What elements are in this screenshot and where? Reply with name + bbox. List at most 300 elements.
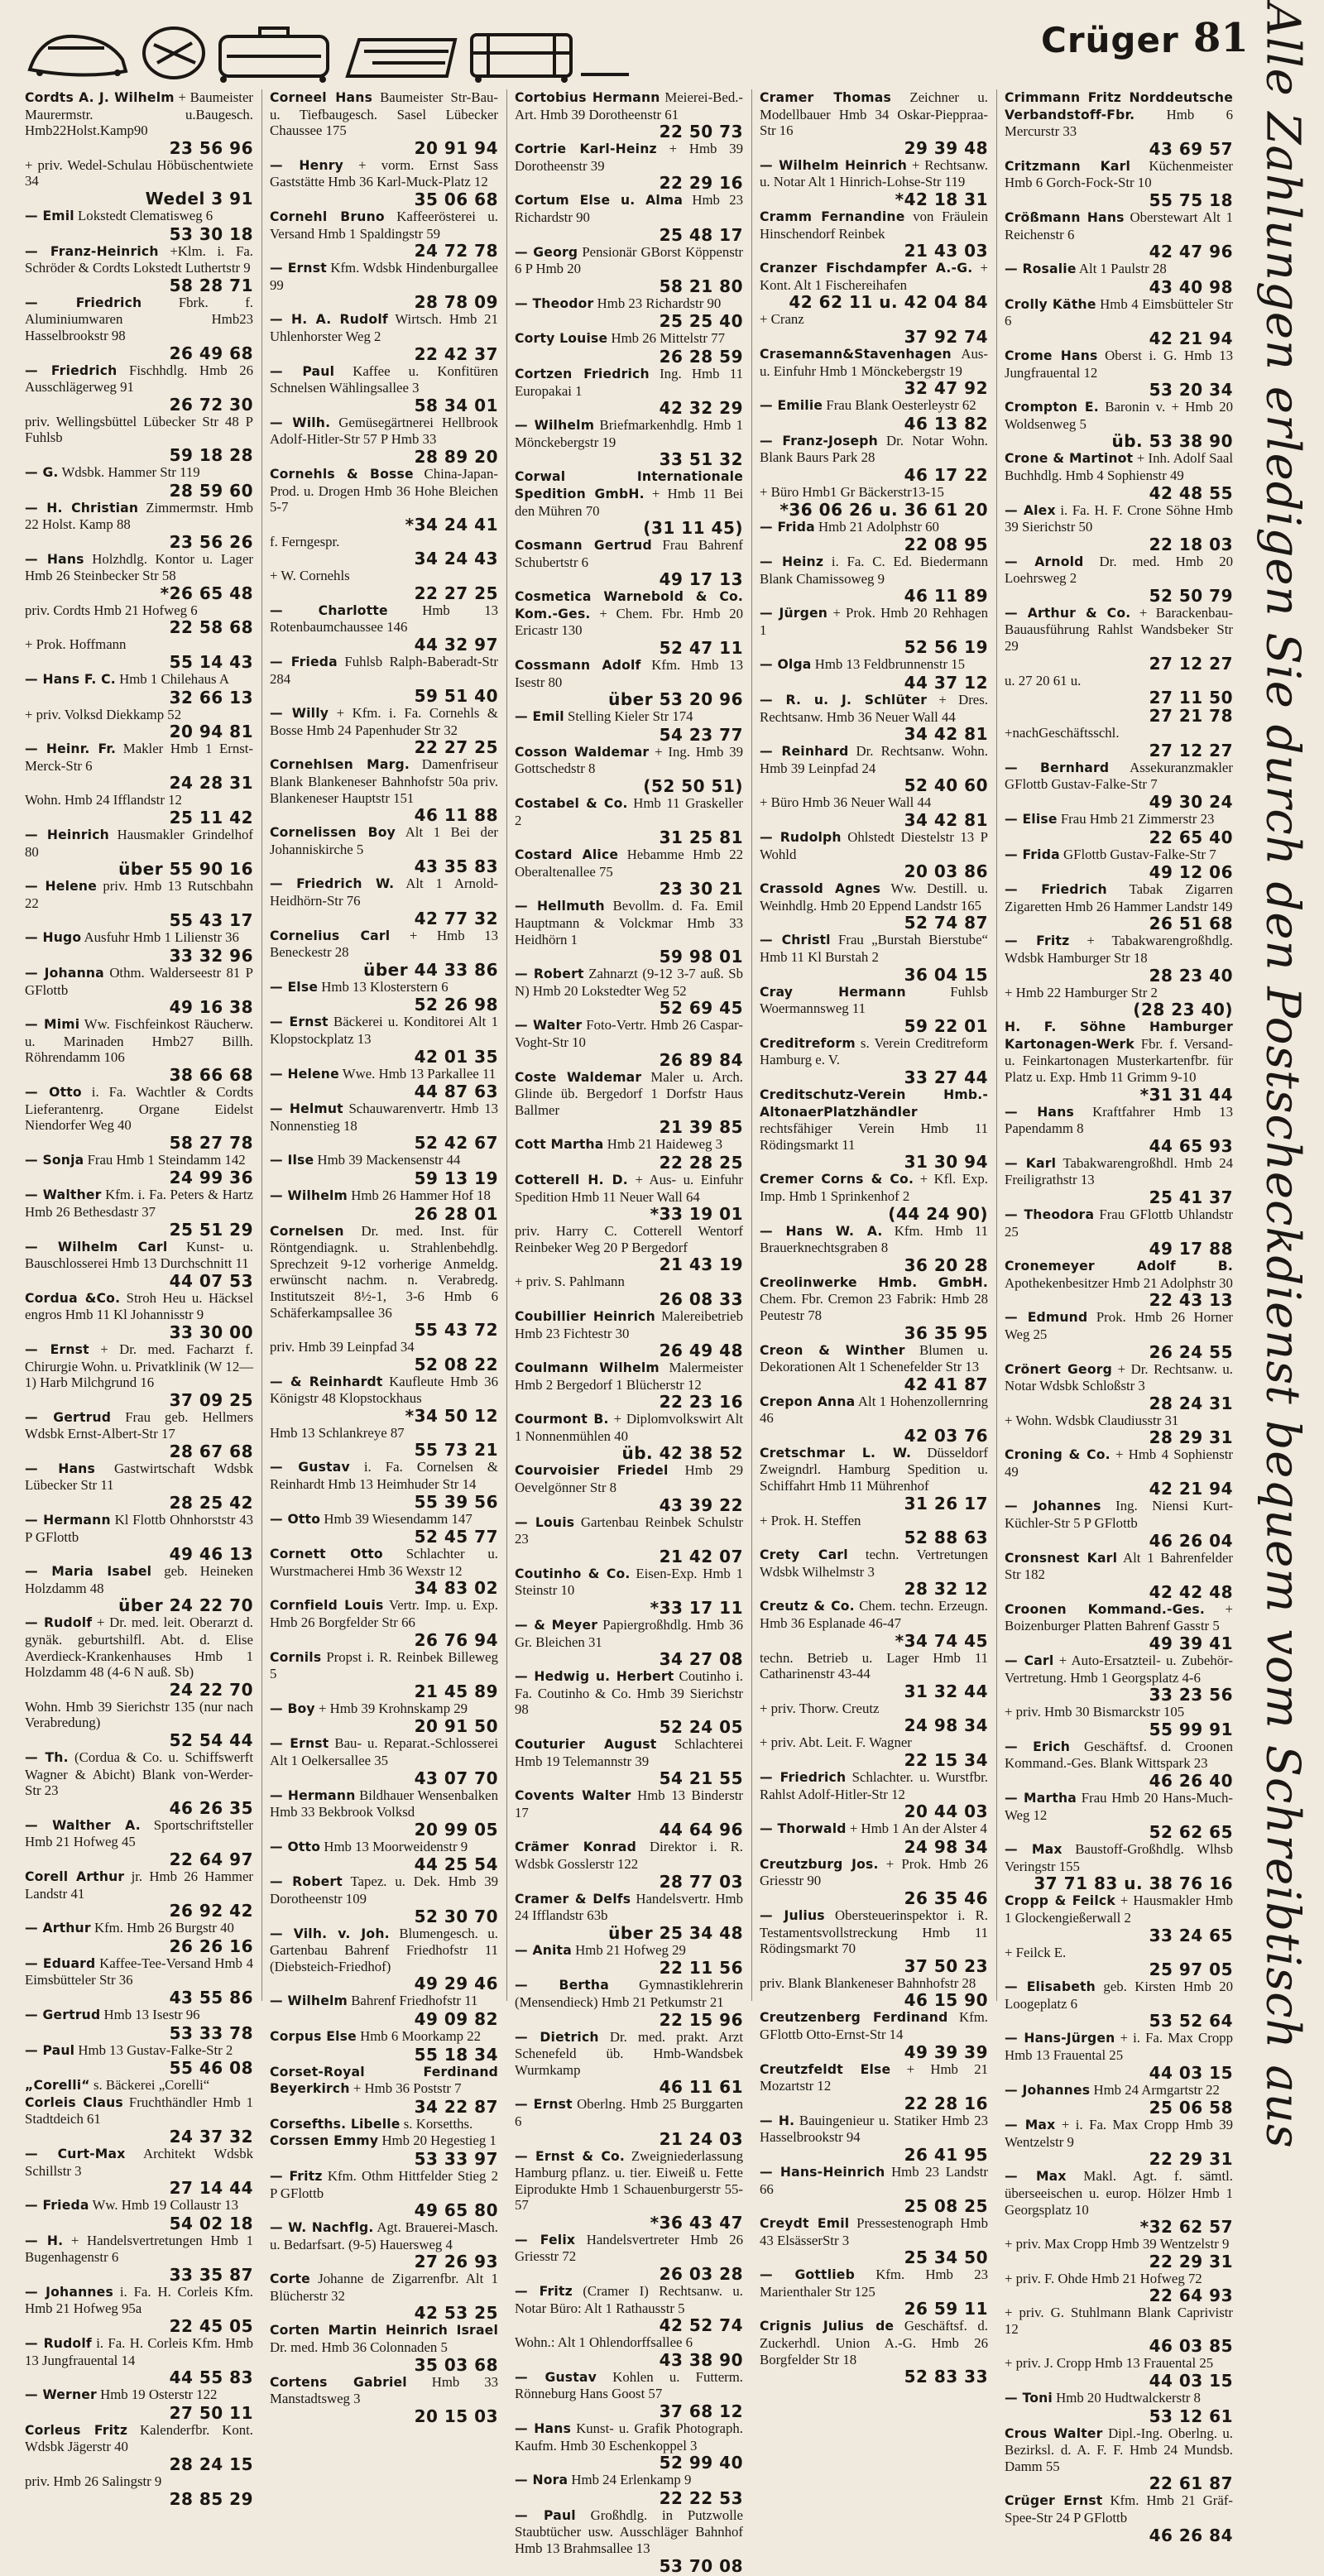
directory-entry <box>270 1993 498 2028</box>
entry-name: Corell Arthur <box>25 1868 125 1884</box>
entry-name: — Theodor <box>515 296 593 311</box>
entry-name: — Rudolf <box>25 2336 92 2351</box>
entry-name: Cordua &Co. <box>25 1290 121 1306</box>
entry-details: Hmb 26 Hammer Hof 18 <box>351 1187 491 1203</box>
entry-details: rechtsfähiger Verein Hmb 11 Rödingsmarkt 11 <box>760 1120 988 1153</box>
directory-entry <box>515 1514 743 1566</box>
entry-name: — Wilhelm Heinrich <box>760 158 907 173</box>
entry-name: — Anita <box>515 1943 572 1958</box>
directory-entry <box>25 2094 253 2146</box>
phone-number: 53 70 08 <box>659 2555 743 2576</box>
entry-name: — Friedrich <box>760 1770 846 1785</box>
entry-details: Dr. med. Hmb 36 Colonnaden 5 <box>270 2339 448 2356</box>
entry-name: — Else <box>270 980 318 995</box>
directory-entry <box>515 2232 743 2283</box>
entry-details: Kaffee u. Konfitüren Schnelsen Wählingsallee 3 <box>270 362 498 396</box>
entry-name: — Max <box>1005 2169 1067 2184</box>
entry-details: + Prok. H. Steffen <box>760 1512 861 1528</box>
directory-entry <box>270 1014 498 1065</box>
directory-entry <box>760 1342 988 1394</box>
phone-number: 33 32 96 <box>169 946 253 966</box>
directory-entry <box>760 1769 988 1820</box>
phone-number: 52 26 98 <box>414 995 498 1015</box>
entry-name: Creon & Winther <box>760 1342 905 1358</box>
entry-name: — Walther A. <box>25 1818 141 1833</box>
entry-details: Bahrenf Friedhofstr 11 <box>351 1993 478 2009</box>
entry-details: Kfm. Wdsbk Hindenburgallee 99 <box>270 260 498 293</box>
entry-name: Cossmann Adolf <box>515 658 641 674</box>
directory-entry <box>1005 2355 1233 2390</box>
directory-entry <box>25 89 253 157</box>
phone-number: (31 11 45) <box>643 518 743 539</box>
phone-number: 27 12 27 <box>1149 740 1233 760</box>
entry-name: Cropp & Feilck <box>1005 1893 1115 1909</box>
phone-number: 26 41 95 <box>904 2144 988 2165</box>
entry-details: Kfm. Hmb 26 Burgstr 40 <box>94 1920 234 1936</box>
directory-entry <box>25 965 253 1016</box>
directory-entry <box>270 1339 498 1374</box>
directory-entry <box>1005 1413 1233 1447</box>
entry-name: Creditreform <box>760 1035 856 1051</box>
phone-number: 25 06 58 <box>1149 2098 1233 2118</box>
phone-number: 33 51 32 <box>659 449 743 470</box>
entry-details: Dr. Rechtsanw. Wohn. Hmb 39 Leinpfad 24 <box>760 743 988 776</box>
directory-entry <box>1005 1841 1233 1892</box>
entry-details: + i. Fa. Max Cropp Hmb 39 Wentzelstr 9 <box>1005 2117 1233 2150</box>
directory-entry <box>1005 1104 1233 1155</box>
entry-details: Wdsbk. Hammer Str 119 <box>61 463 200 480</box>
phone-number: 22 27 25 <box>414 737 498 758</box>
entry-details: + Hmb 13 Beneckestr 28 <box>270 927 498 961</box>
entry-details: Briefmarkenhdlg. Hmb 1 Mönckebergstr 19 <box>515 417 743 450</box>
directory-entry <box>270 1546 498 1597</box>
entry-details: Kl Flottb Ohnhorststr 43 P GFlottb <box>25 1512 253 1545</box>
entry-details: + Prok. Hoffmann <box>25 636 127 653</box>
entry-name: — Otto <box>270 1512 320 1527</box>
entry-details: + Feilck E. <box>1005 1944 1067 1960</box>
directory-entry <box>760 605 988 656</box>
phone-number: 26 49 48 <box>659 1341 743 1361</box>
entry-details: Düsseldorf Zweigndrl. Hamburg Spedition u. Schiffahrt Hmb 11 Mührenhof <box>760 1444 988 1494</box>
entry-name: Crimmann Fritz Norddeutsche Verbandstoff-Fbr. <box>1005 90 1233 122</box>
directory-entry <box>515 1787 743 1839</box>
directory-entry <box>270 705 498 756</box>
directory-entry <box>1005 209 1233 261</box>
entry-details: Kfm. i. Fa. Peters & Hartz Hmb 26 Bethesdastr 37 <box>25 1187 253 1220</box>
directory-entry <box>1005 1653 1233 1704</box>
entry-name: — Ernst <box>270 261 327 276</box>
directory-entry <box>760 554 988 605</box>
directory-entry <box>1005 1206 1233 1258</box>
phone-number: 52 99 40 <box>659 2453 743 2473</box>
phone-number: 22 29 16 <box>659 173 743 194</box>
directory-entry <box>25 1187 253 1238</box>
entry-name: — Wilhelm <box>270 1993 348 2008</box>
directory-entry <box>1005 2236 1233 2271</box>
phone-number: 22 27 25 <box>414 583 498 603</box>
entry-details: Kraftfahrer Hmb 13 Papendamm 8 <box>1005 1103 1233 1137</box>
entry-name: — Hans F. C. <box>25 672 116 687</box>
entry-details: Gartenbau Reinbek Schulstr 23 <box>515 1513 743 1547</box>
entry-details: Hmb 1 Chilehaus A <box>119 671 229 688</box>
directory-entry <box>25 792 253 827</box>
entry-name: — Theodora <box>1005 1207 1094 1222</box>
phone-number: 42 21 94 <box>1149 1479 1233 1499</box>
entry-name: — Hellmuth <box>515 899 605 914</box>
phone-number: 44 37 12 <box>904 673 988 693</box>
entry-details: Gemüsegärtnerei Hellbrook Adolf-Hitler-Str 57 P Hmb 33 <box>270 414 498 448</box>
entry-name: — Ernst <box>270 1015 329 1029</box>
phone-number: 26 89 84 <box>659 1049 743 1070</box>
entry-details: Fruchthändler Hmb 1 Stadtdeich 61 <box>25 2094 253 2127</box>
phone-number: 24 98 34 <box>904 1836 988 1857</box>
phone-number: 44 07 53 <box>169 1270 253 1291</box>
entry-details: + Prok. Hmb 20 Rehhagen 1 <box>760 605 988 638</box>
directory-entry <box>1005 450 1233 501</box>
entry-name: — Johanna <box>25 966 104 981</box>
directory-entry <box>1005 2117 1233 2168</box>
entry-name: Critzmann Karl <box>1005 158 1131 174</box>
entry-name: — Willy <box>270 706 329 721</box>
directory-entry <box>270 1735 498 1787</box>
entry-name: — Fritz <box>1005 933 1069 948</box>
directory-entry <box>270 2132 498 2168</box>
entry-name: — Fritz <box>515 2284 573 2299</box>
entry-name: Coulmann Wilhelm <box>515 1360 660 1376</box>
directory-entry <box>515 1223 743 1274</box>
entry-details: Ausfuhr Hmb 1 Lilienstr 36 <box>84 929 239 946</box>
entry-details: Frau Blank Oesterleystr 62 <box>826 397 976 414</box>
entry-name: — Elisabeth <box>1005 1979 1096 1994</box>
entry-name: Creutzenberg Ferdinand <box>760 2010 948 2026</box>
entry-name: — Hans-Jürgen <box>1005 2031 1115 2046</box>
entry-details: Frau Bahrenf Schubertstr 6 <box>515 537 743 570</box>
directory-entry <box>25 707 253 741</box>
entry-name: Cornehl Bruno <box>270 209 385 224</box>
directory-entry <box>1005 2390 1233 2425</box>
entry-details: + Barackenbau-Bauausführung Rahlst Wandsbeker Str 29 <box>1005 604 1233 655</box>
directory-entry <box>25 2007 253 2042</box>
entry-name: — Walther <box>25 1187 102 1202</box>
directory-entry <box>25 929 253 965</box>
entry-details: Gymnastiklehrerin (Mensendieck) Hmb 21 Petkumstr 21 <box>515 1977 743 2010</box>
entry-details: Küchenmeister Hmb 6 Gorch-Fock-Str 10 <box>1005 157 1233 191</box>
entry-name: — H. <box>25 2233 63 2248</box>
entry-name: — Heinrich <box>25 827 109 842</box>
phone-number: 25 08 25 <box>904 2196 988 2217</box>
phone-number: 27 14 44 <box>169 2178 253 2199</box>
entry-details: Frau geb. Hellmers Wdsbk Ernst-Albert-Str 17 <box>25 1408 253 1442</box>
phone-number: 42 52 74 <box>659 2315 743 2336</box>
entry-name: Croning & Co. <box>1005 1447 1111 1463</box>
entry-details: i. Fa. Cornelsen & Reinhardt Hmb 13 Heimhuder Str 14 <box>270 1459 498 1493</box>
phone-number: 46 26 40 <box>1149 1771 1233 1791</box>
phone-number: 26 76 94 <box>414 1629 498 1650</box>
directory-entry <box>760 2215 988 2267</box>
entry-name: — Friedrich W. <box>270 876 394 891</box>
phone-number: 38 66 68 <box>169 1064 253 1085</box>
entry-details: priv. Blank Blankeneser Bahnhofstr 28 <box>760 1974 976 1991</box>
directory-entry <box>25 2077 253 2094</box>
phone-number: 20 15 03 <box>414 2406 498 2426</box>
entry-name: — Erich <box>1005 1739 1070 1754</box>
entry-name: Crepon Anna <box>760 1394 856 1409</box>
directory-entry <box>515 1360 743 1411</box>
entry-name: Cramer Thomas <box>760 90 891 105</box>
phone-number: 42 48 55 <box>1149 482 1233 503</box>
directory-entry <box>760 692 988 743</box>
phone-number: 22 15 96 <box>659 2009 743 2030</box>
phone-number: *26 65 48 <box>160 583 253 603</box>
column-divider <box>506 89 507 2001</box>
directory-entry <box>25 741 253 792</box>
entry-details: (Cramer I) Rechtsanw. u. Notar Büro: Alt 1 Rathausstr 5 <box>515 2283 743 2316</box>
entry-name: Cray Hermann <box>760 984 906 1000</box>
directory-entry <box>515 2283 743 2334</box>
entry-name: — Hans <box>25 1461 95 1476</box>
phone-number: 46 11 89 <box>904 586 988 607</box>
entry-details: Kfm. Othm Hittfelder Stieg 2 P GFlottb <box>270 2167 498 2201</box>
phone-number: 53 30 18 <box>169 223 253 244</box>
directory-entry <box>25 295 253 362</box>
entry-name: — Mimi <box>25 1017 79 1032</box>
entry-details: Hmb 20 Hudtwalckerstr 8 <box>1056 2390 1201 2406</box>
phone-number: 52 69 45 <box>659 998 743 1019</box>
phone-number: üb. 53 38 90 <box>1111 431 1233 452</box>
phone-number: 22 15 34 <box>904 1750 988 1770</box>
entry-details: + Hmb 36 Poststr 7 <box>353 2080 462 2097</box>
phone-number: 32 47 92 <box>904 378 988 399</box>
phone-number: 49 39 41 <box>1149 1633 1233 1654</box>
entry-name: — Ernst <box>25 1342 89 1357</box>
entry-details: + Boizenburger Platten Bahrenf Gasstr 5 <box>1005 1600 1233 1634</box>
entry-name: Cramer & Delfs <box>515 1891 631 1907</box>
entry-name: — Heinz <box>760 554 823 569</box>
directory-entry <box>25 1955 253 2007</box>
phone-number: 49 17 13 <box>659 569 743 590</box>
entry-name: — Frida <box>1005 847 1060 862</box>
phone-number: 24 28 31 <box>169 773 253 794</box>
entry-name: — Emil <box>515 709 564 724</box>
directory-entry <box>515 1411 743 1462</box>
directory-entry <box>515 1172 743 1223</box>
phone-number: 49 17 88 <box>1149 1239 1233 1259</box>
directory-entry <box>270 1425 498 1460</box>
entry-details: Pressestenograph Hmb 43 ElsässerStr 3 <box>760 2215 988 2248</box>
phone-number: 31 32 44 <box>904 1681 988 1701</box>
directory-entry <box>760 89 988 157</box>
phone-number: 55 39 56 <box>414 1491 498 1512</box>
entry-details: Hmb 23 Richardstr 90 <box>597 295 722 311</box>
phone-number: 21 45 89 <box>414 1681 498 1701</box>
phone-number: 46 11 88 <box>414 805 498 826</box>
phone-number: 28 25 42 <box>169 1493 253 1513</box>
entry-details: Hmb 4 Eimsbütteler Str 6 <box>1005 295 1233 329</box>
phone-number: 46 11 61 <box>659 2077 743 2098</box>
phone-number: 44 03 15 <box>1149 2062 1233 2083</box>
phone-number: 46 17 22 <box>904 464 988 485</box>
phone-number: über 25 34 48 <box>608 1922 743 1943</box>
directory-entry <box>270 311 498 362</box>
entry-name: — G. <box>25 465 59 480</box>
directory-entry <box>515 192 743 243</box>
directory-entry <box>760 1035 988 1087</box>
entry-details: + Dres. Rechtsanw. Hmb 36 Neuer Wall 44 <box>760 692 988 725</box>
entry-details: Kfm. Hmb 13 Isestr 80 <box>515 657 743 690</box>
phone-number: 42 42 48 <box>1149 1581 1233 1602</box>
entry-name: Corpus Else <box>270 2028 357 2044</box>
directory-entry <box>270 602 498 654</box>
directory-entry <box>760 1087 988 1171</box>
phone-number: 52 83 33 <box>904 2367 988 2387</box>
directory-column-5 <box>1005 89 1234 2545</box>
directory-entry <box>1005 811 1233 847</box>
directory-entry <box>25 500 253 551</box>
phone-number: 59 51 40 <box>414 686 498 707</box>
entry-name: Costard Alice <box>515 847 619 863</box>
entry-name: — Friedrich <box>1005 882 1107 897</box>
entry-name: — H. <box>760 2113 794 2128</box>
entry-name: Corty Louise <box>515 331 608 347</box>
directory-entry <box>270 260 498 311</box>
entry-name: — Otto <box>25 1085 82 1100</box>
directory-entry <box>515 1617 743 1668</box>
directory-entry <box>515 795 743 847</box>
directory-entry <box>270 979 498 1015</box>
directory-entry <box>760 519 988 554</box>
directory-entry <box>270 209 498 260</box>
entry-name: — Vilh. v. Joh. <box>270 1926 390 1941</box>
entry-details: + Kfl. Exp. Imp. Hmb 1 Sprinkenhof 2 <box>760 1171 988 1204</box>
directory-entry <box>1005 1945 1233 1979</box>
entry-details: Frau Hmb 1 Steindamm 142 <box>87 1151 246 1168</box>
directory-entry <box>1005 1446 1233 1498</box>
directory-entry <box>515 1462 743 1513</box>
entry-name: — Ernst <box>515 2097 573 2112</box>
directory-entry <box>760 2113 988 2164</box>
directory-entry <box>270 1187 498 1223</box>
phone-number: 26 92 42 <box>169 1901 253 1921</box>
phone-number: 28 89 20 <box>414 446 498 467</box>
phone-number: 26 28 59 <box>659 346 743 367</box>
entry-details: Wirtsch. Hmb 21 Uhlenhorster Weg 2 <box>270 311 498 344</box>
directory-entry <box>515 1566 743 1617</box>
directory-entry <box>25 1868 253 1920</box>
entry-details: Malereibetrieb Hmb 23 Fichtestr 30 <box>515 1307 743 1341</box>
entry-name: — Max <box>1005 2118 1055 2132</box>
phone-number: 46 26 35 <box>169 1797 253 1818</box>
entry-details: + Auto-Ersatzteil- u. Zubehör-Vertretung. Hmb 1 Georgsplatz 4-6 <box>1005 1653 1233 1686</box>
entry-name: — Toni <box>1005 2391 1053 2406</box>
directory-entry <box>1005 502 1233 554</box>
phone-number: (44 24 90) <box>888 1203 988 1224</box>
phone-number: 22 22 53 <box>659 2487 743 2508</box>
directory-entry <box>515 588 743 657</box>
entry-name: — Th. <box>25 1750 69 1765</box>
phone-number: 55 46 08 <box>169 2058 253 2079</box>
entry-details: + Kfm. i. Fa. Cornehls & Bosse Hmb 24 Papenhuder Str 32 <box>270 705 498 738</box>
entry-details: Hmb 21 Haideweg 3 <box>607 1136 723 1153</box>
entry-details: Vertr. Imp. u. Exp. Hmb 26 Borgfelder Str 66 <box>270 1597 498 1631</box>
entry-name: — Walter <box>515 1018 582 1033</box>
phone-number: 53 12 61 <box>1149 2406 1233 2426</box>
directory-entry <box>515 2369 743 2420</box>
entry-details: Ww. Fischfeinkost Räucherw. u. Marinaden Hmb27 Billh. Röhrendamm 106 <box>25 1016 253 1066</box>
entry-name: Creutzfeldt Else <box>760 2061 891 2077</box>
phone-number: 33 27 44 <box>904 1067 988 1087</box>
phone-number: 23 56 26 <box>169 531 253 552</box>
entry-name: — Rosalie <box>1005 261 1077 276</box>
entry-details: Frau GFlottb Uhlandstr 25 <box>1005 1206 1233 1240</box>
phone-number: 52 42 67 <box>414 1133 498 1154</box>
phone-number: *34 50 12 <box>405 1405 498 1426</box>
entry-details: Stelling Kieler Str 174 <box>568 708 693 725</box>
phone-number: 22 11 56 <box>659 1958 743 1979</box>
phone-number: 55 14 43 <box>169 652 253 673</box>
directory-entry <box>1005 1979 1233 2030</box>
phone-number: 36 20 28 <box>904 1254 988 1275</box>
directory-entry <box>270 2374 498 2425</box>
entry-name: — Ernst <box>270 1736 329 1751</box>
entry-name: — W. Nachflg. <box>270 2220 373 2235</box>
directory-entry <box>270 466 498 534</box>
directory-entry <box>25 1016 253 1084</box>
entry-details: Geschäftsf. d. Croonen Kommand.-Ges. Blank Wittspark 23 <box>1005 1738 1233 1772</box>
entry-name: — Eduard <box>25 1956 95 1971</box>
entry-details: Coutinho i. Fa. Coutinho & Co. Hmb 39 Sierichstr 98 <box>515 1668 743 1718</box>
entry-name: — Robert <box>515 967 584 981</box>
entry-name: — Gustav <box>270 1460 350 1475</box>
entry-name: — Thorwald <box>760 1821 847 1836</box>
phone-number: 34 22 87 <box>414 2096 498 2117</box>
phone-number: 42 03 76 <box>904 1425 988 1446</box>
entry-name: Cortobius Hermann <box>515 90 660 105</box>
directory-entry <box>270 1459 498 1510</box>
phone-number: 22 28 16 <box>904 2093 988 2113</box>
entry-name: Crüger Ernst <box>1005 2493 1103 2509</box>
entry-details: Johanne de Zigarrenfbr. Alt 1 Blücherstr 32 <box>270 2271 498 2304</box>
phone-number: 53 52 64 <box>1149 2011 1233 2032</box>
phone-number: 26 35 46 <box>904 1888 988 1908</box>
directory-entry <box>1005 261 1233 296</box>
entry-details: + Diplomvolkswirt Alt 1 Nonnenmühlen 40 <box>515 1411 743 1444</box>
phone-number: 22 18 03 <box>1149 534 1233 554</box>
entry-details: Hmb 13 Schlankreye 87 <box>270 1424 405 1441</box>
page-number: 81 <box>1193 15 1249 61</box>
phone-number: *33 17 11 <box>650 1598 743 1619</box>
entry-details: Zahnarzt (9-12 3-7 auß. Sb N) Hmb 20 Lokstedter Weg 52 <box>515 966 743 999</box>
entry-details: Baustoff-Großhdlg. Wlhsb Veringstr 155 <box>1005 1841 1233 1874</box>
entry-details: Blumengesch. u. Gartenbau Bahrenf Friedhofstr 11 (Diebsteich-Friedhof) <box>270 1925 498 1974</box>
phone-number: 26 49 68 <box>169 343 253 363</box>
directory-entry <box>1005 673 1233 708</box>
directory-entry <box>760 2267 988 2318</box>
entry-details: Kfm. Hmb 21 Gräf-Spee-Str 24 P GFlottb <box>1005 2492 1233 2526</box>
directory-entry <box>25 2473 253 2508</box>
entry-name: — Frieda <box>270 655 338 669</box>
directory-entry <box>270 1066 498 1101</box>
directory-entry <box>1005 2082 1233 2118</box>
directory-entry <box>760 260 988 311</box>
entry-name: — Elise <box>1005 812 1058 827</box>
entry-name: Cortum Else u. Alma <box>515 193 684 209</box>
directory-entry <box>25 1290 253 1341</box>
entry-name: — Arnold <box>1005 554 1084 569</box>
entry-name: — & Reinhardt <box>270 1374 383 1389</box>
entry-name: — R. u. J. Schlüter <box>760 693 927 708</box>
phone-number: *36 06 26 u. 36 61 20 <box>780 499 988 520</box>
entry-details: Aus- u. Einfuhr Hmb 1 Mönckebergstr 19 <box>760 345 988 379</box>
